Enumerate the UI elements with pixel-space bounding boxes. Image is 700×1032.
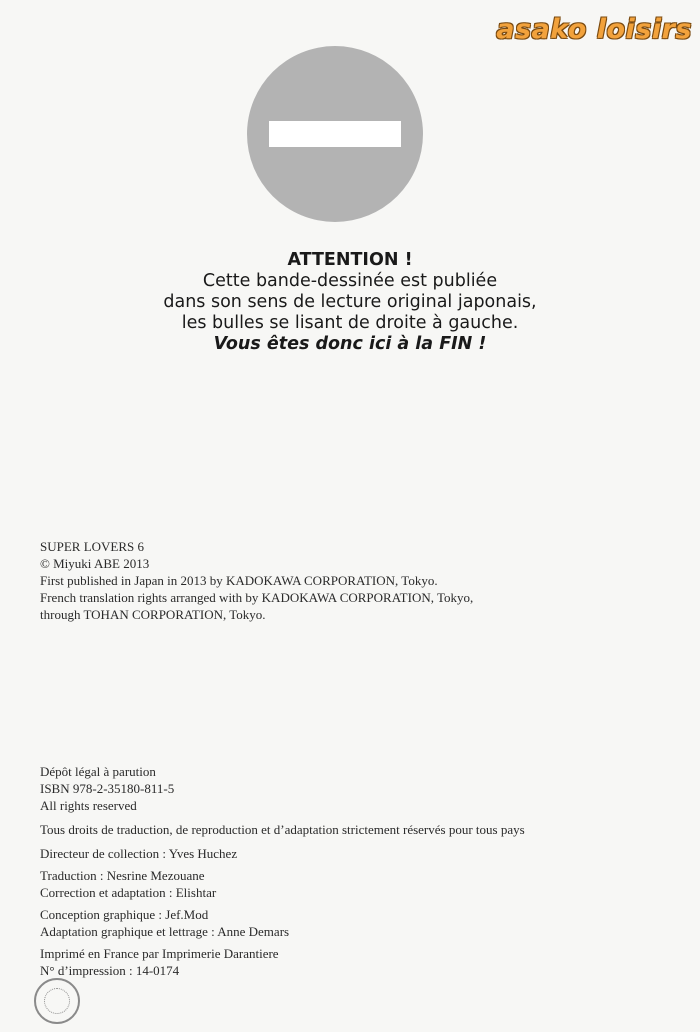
no-entry-icon <box>247 46 423 222</box>
director-line: Directeur de collection : Yves Huchez <box>40 846 238 861</box>
design-credits <box>40 906 289 940</box>
translation-credits <box>40 867 216 901</box>
credit-line: Adaptation graphique et lettrage : Anne Demars <box>40 924 290 939</box>
copyright-line: © Miyuki ABE 2013 <box>40 556 150 571</box>
legal-line: Dépôt légal à parution <box>40 764 156 779</box>
rights-notice-line: Tous droits de traduction, de reproduction et d’adaptation strictement réservés pour tous pays <box>40 822 525 837</box>
notice-emphasis: Vous êtes donc ici à la FIN ! <box>213 334 487 354</box>
director-credit <box>40 845 237 862</box>
credit-line: Traduction : Nesrine Mezouane <box>40 868 205 883</box>
printing-info <box>40 945 279 979</box>
rights-notice <box>40 821 525 838</box>
no-entry-bar <box>269 121 401 147</box>
legal-line: ISBN 978-2-35180-811-5 <box>40 781 175 796</box>
copyright-line: SUPER LOVERS 6 <box>40 539 145 554</box>
seal-inner-ring <box>44 988 70 1014</box>
notice-line: dans son sens de lecture original japonais, <box>163 292 537 312</box>
copyright-block <box>40 538 473 623</box>
legal-block <box>40 763 174 814</box>
reading-direction-notice <box>0 250 700 355</box>
publisher-seal-icon <box>34 978 80 1024</box>
printing-line: Imprimé en France par Imprimerie Darantiere <box>40 946 279 961</box>
printing-line: N° d’impression : 14-0174 <box>40 963 180 978</box>
copyright-line: French translation rights arranged with by KADOKAWA CORPORATION, Tokyo, <box>40 590 474 605</box>
credit-line: Correction et adaptation : Elishtar <box>40 885 217 900</box>
legal-line: All rights reserved <box>40 798 137 813</box>
copyright-line: First published in Japan in 2013 by KADOKAWA CORPORATION, Tokyo. <box>40 573 438 588</box>
notice-line: les bulles se lisant de droite à gauche. <box>181 313 519 333</box>
watermark-text: asako loisirs <box>496 14 692 45</box>
notice-line: Cette bande-dessinée est publiée <box>202 271 498 291</box>
credit-line: Conception graphique : Jef.Mod <box>40 907 209 922</box>
copyright-line: through TOHAN CORPORATION, Tokyo. <box>40 607 266 622</box>
notice-heading: ATTENTION ! <box>287 250 413 270</box>
